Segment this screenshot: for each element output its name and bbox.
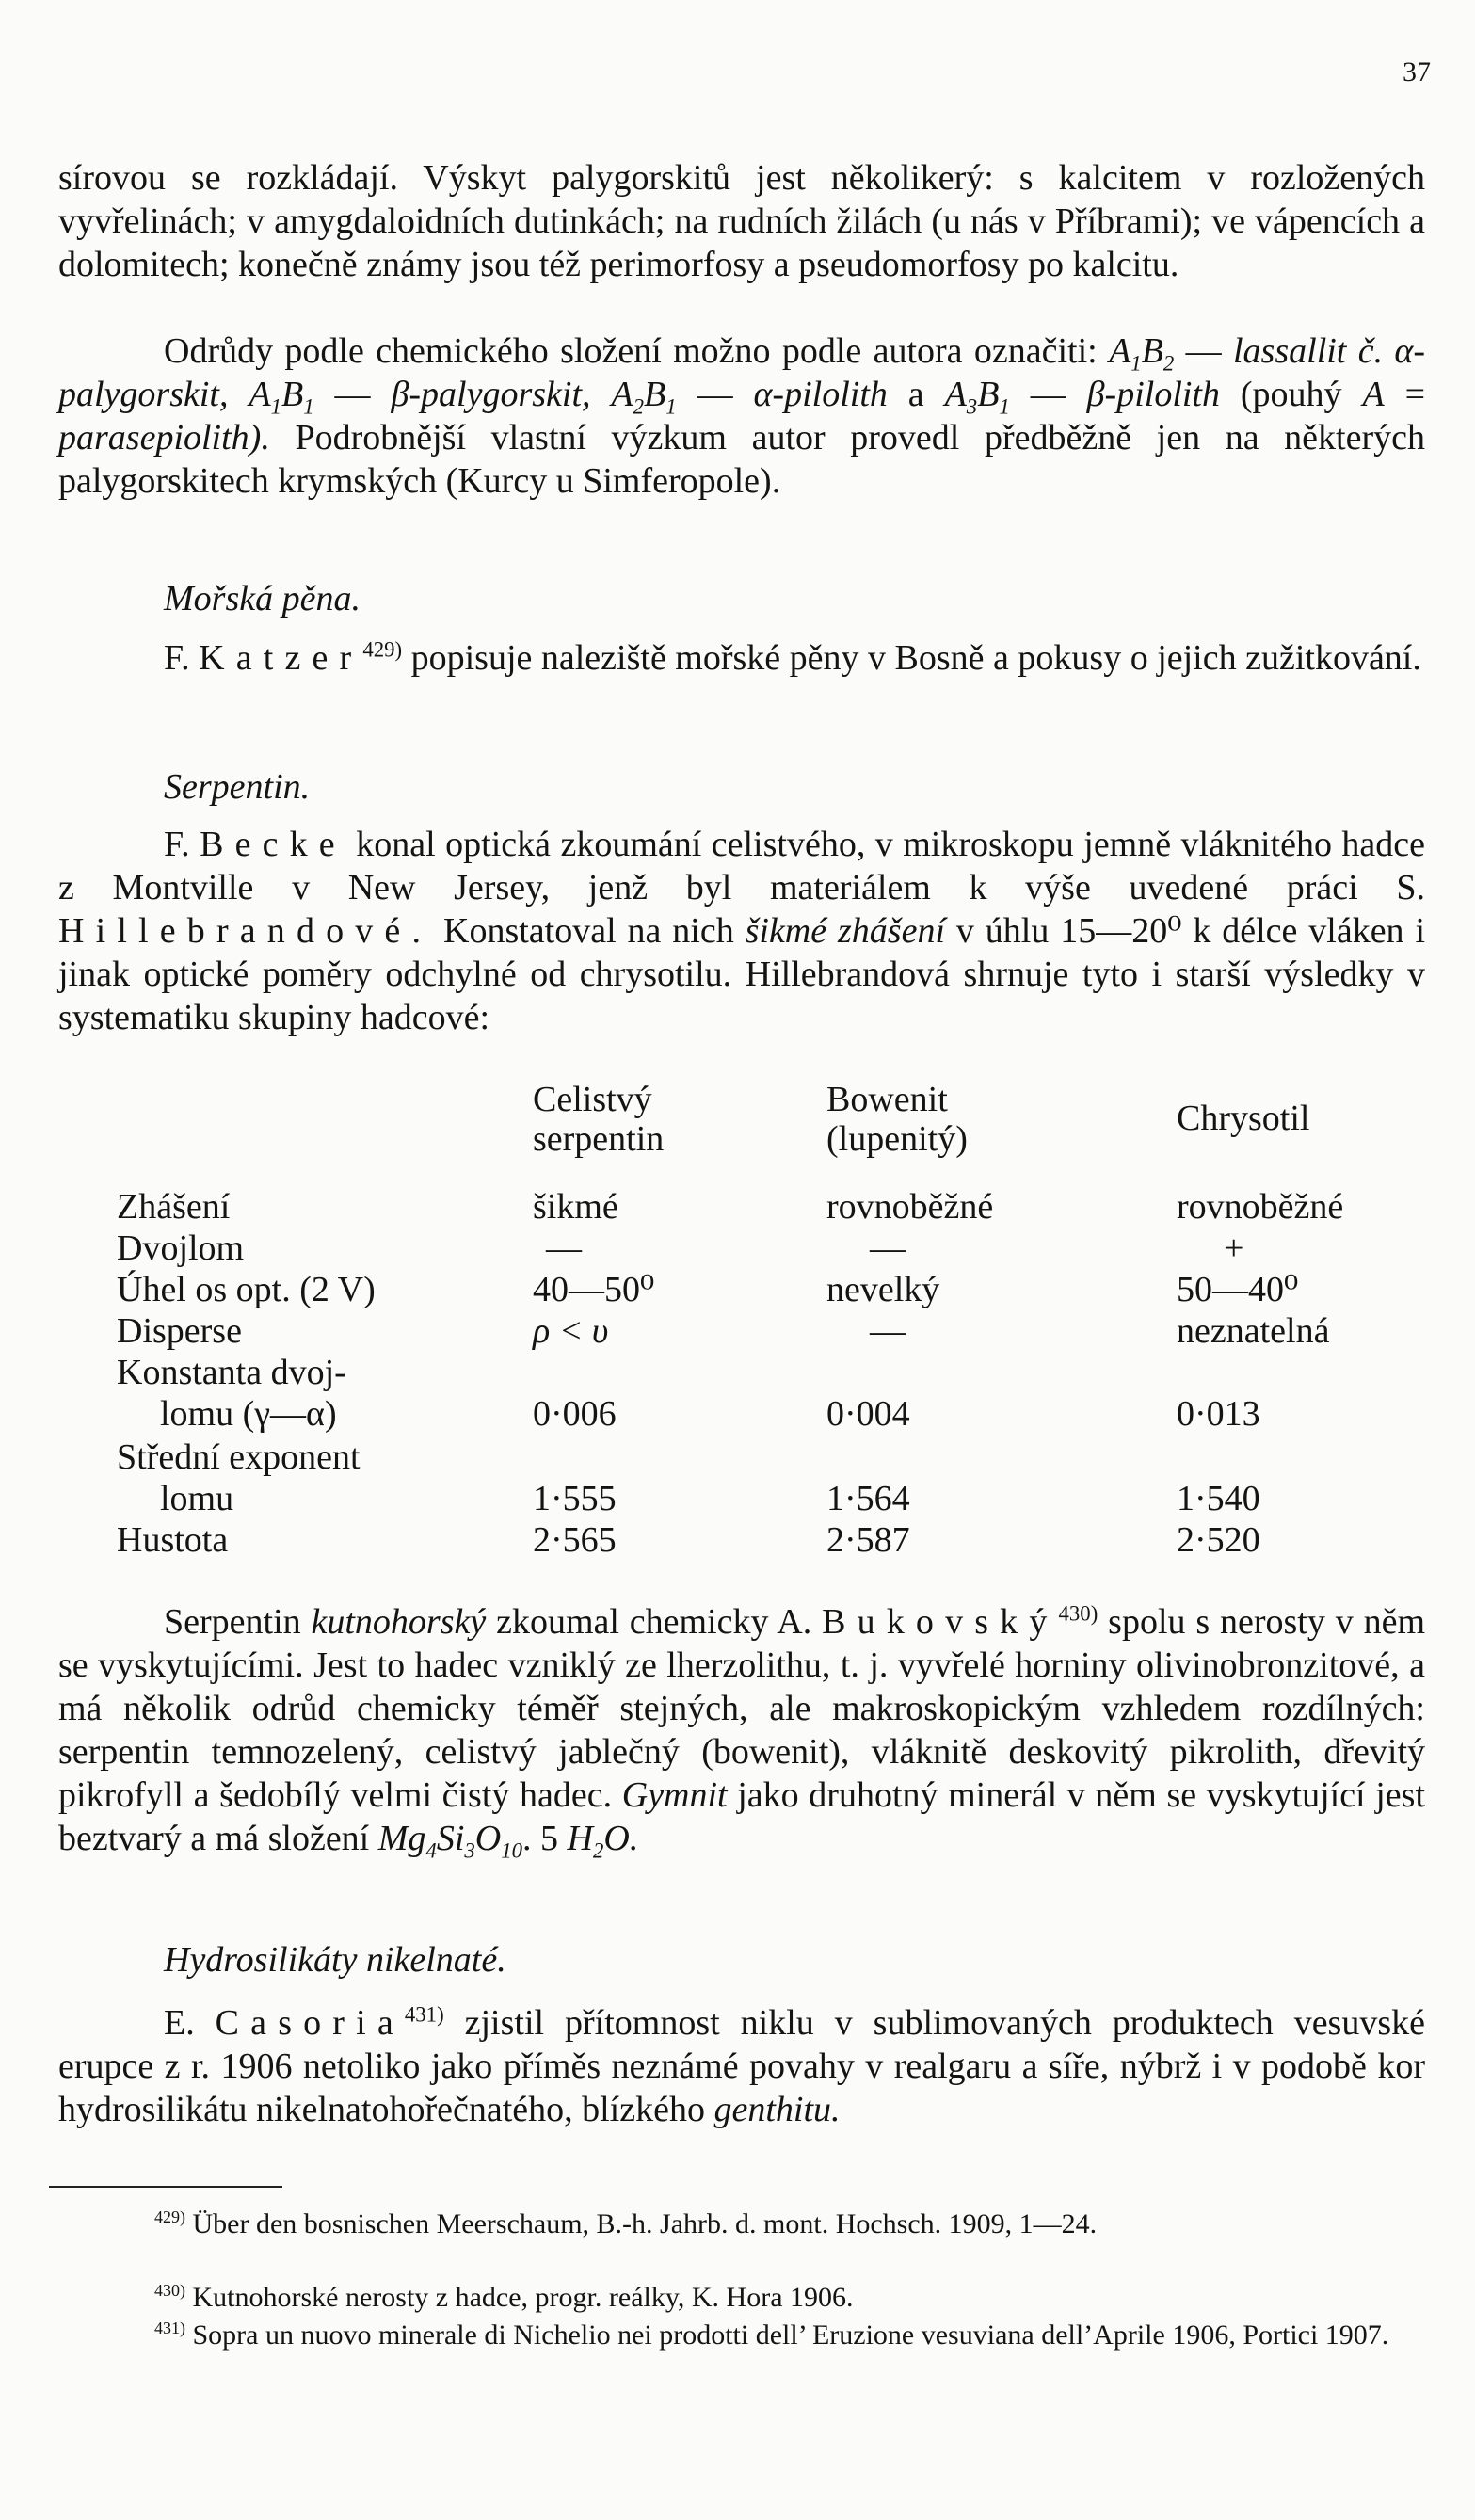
table-cell: 0·004 [826, 1394, 910, 1434]
author-becke: Becke [200, 825, 346, 864]
italic-term-gymnit: Gymnit [621, 1775, 728, 1815]
formula-a3b1: $A_3B_1$ [944, 375, 1010, 419]
formula-a2b1: $A_2B_1$ [611, 375, 677, 419]
row-label: Úhel os opt. (2 V) [117, 1270, 376, 1309]
table-cell: 2·565 [533, 1520, 617, 1560]
paragraph-text: v úhlu 15—20⁰ k délce vláken i jinak optické poměry odchylné od chrysotilu. Hillebrandová shrnuje tyto i starší výsledky v systematiku skupiny hadcové: [58, 911, 1425, 1037]
author-casoria: Casoria [215, 2003, 405, 2043]
conjunction: a [907, 375, 924, 414]
footnote-ref-431: 431) [404, 2002, 444, 2027]
row-label-2: lomu (γ—α) [160, 1394, 337, 1434]
row-label: Střední exponent [117, 1437, 361, 1477]
row-label-2: lomu [160, 1479, 234, 1518]
paragraph-varieties: Odrůdy podle chemického složení možno podle autora označiti: $A_1B_2$ — lassallit č. α-palygorskit, $A_1B_1$ — β-palygorskit, $A_2B_1$ — α-pilolith a $A_3B_1$ — β-pilolith (pouhý A = parasepiolith). Podrobnější vlastní výzkum autor provedl předběžně jen na některých palygorskitech krymských (Kurcy u Simferopole). [58, 331, 1426, 501]
paragraph-kutnohorsky [58, 1600, 1426, 1863]
heading-serpentin: Serpentin. [164, 767, 311, 807]
footnote-431 [49, 2318, 1429, 2353]
table-cell: šikmé [533, 1187, 618, 1227]
table-cell: ρ < υ [533, 1311, 609, 1351]
table-cell: — [870, 1311, 906, 1351]
table-cell: — [546, 1228, 582, 1268]
table-cell: neznatelná [1177, 1311, 1330, 1351]
author-initial: F. [164, 825, 190, 864]
paragraph-text: sírovou se rozkládají. Výskyt palygorskitů jest několikerý: s kalcitem v rozložených vyvřelinách; v amygdaloidních dutinkách; na rudních žilách (u nás v Příbrami); ve vápencích a dolomitech; konečně známy jsou též perimorfosy a pseudomorfosy po kalcitu. [58, 158, 1425, 284]
variety-lassallit: lassallit č. α-palygorskit, [58, 331, 1426, 414]
varieties-rest: Podrobnější vlastní výzkum autor provedl předběžně jen na některých palygorskitech krymských (Kurcy u Simferopole). [58, 418, 1425, 501]
footnote-text: Kutnohorské nerosty z hadce, progr. reálky, K. Hora 1906. [192, 2282, 854, 2313]
footnote-number: 431) [154, 2319, 185, 2337]
italic-term: kutnohorský [311, 1602, 487, 1642]
table-cell: 2·520 [1177, 1520, 1260, 1560]
col-header-chrysotil: Chrysotil [1177, 1099, 1310, 1138]
table-cell: 0·013 [1177, 1394, 1260, 1434]
author-katzer: Katzer [199, 638, 363, 678]
table-cell: + [1224, 1228, 1244, 1268]
footnote-429 [49, 2207, 1429, 2242]
table-cell: 1·540 [1177, 1479, 1260, 1518]
author-bukovsky: Bukovský [822, 1602, 1059, 1642]
italic-term: šikmé zhášení [745, 911, 945, 951]
paragraph-palygorskit-occurrence [58, 156, 1425, 286]
italic-term-genthit: genthitu. [713, 2090, 841, 2129]
row-label: Disperse [117, 1311, 242, 1351]
paragraph-text: zkoumal chemicky A. [496, 1602, 812, 1642]
footnote-rule [49, 2186, 282, 2188]
col-header-celistvy: Celistvý [533, 1080, 652, 1119]
varieties-intro: Odrůdy podle chemického složení možno podle autora označiti: [164, 331, 1098, 371]
author-hillebrandova: Hillebrandové. [58, 911, 433, 951]
page-number: 37 [1403, 56, 1431, 88]
pouhy-text: (pouhý [1240, 375, 1342, 414]
table-cell: rovnoběžné [826, 1187, 994, 1227]
heading-morska-pena: Mořská pěna. [164, 579, 361, 618]
footnote-number: 430) [154, 2281, 185, 2300]
variety-beta-pilolith: β-pilolith [1086, 375, 1220, 414]
row-label: Hustota [117, 1520, 229, 1560]
table-cell: 40—50⁰ [533, 1270, 655, 1309]
row-label: Zhášení [117, 1187, 231, 1227]
variety-beta-palygorskit: β-palygorskit, [391, 375, 591, 414]
paragraph-text: Konstatoval na nich [443, 911, 734, 951]
paragraph-text: zjistil přítomnost niklu v sublimovaných produktech vesuvské erupce z r. 1906 netoliko jako příměs neznámé povahy v realgaru a síře, nýbrž i v podobě kor hydrosilikátu nikelnatohořečnatého, blízkého [58, 2003, 1425, 2129]
footnote-number: 429) [154, 2207, 185, 2226]
table-cell: 1·555 [533, 1479, 617, 1518]
paragraph-serpentin [58, 823, 1425, 1039]
col-header-celistvy-2: serpentin [533, 1119, 665, 1159]
variety-alpha-pilolith: α-pilolith [753, 375, 888, 414]
row-label: Dvojlom [117, 1228, 245, 1268]
table-cell: 2·587 [826, 1520, 910, 1560]
table-cell: 0·006 [533, 1394, 617, 1434]
variety-parasepiolith: parasepiolith). [58, 418, 270, 457]
col-header-bowenit: Bowenit [826, 1080, 948, 1119]
formula-a1b1: $A_1B_1$ [249, 375, 314, 419]
formula-separator: . 5 [522, 1819, 559, 1858]
table-cell: nevelký [826, 1270, 940, 1309]
row-label: Konstanta dvoj- [117, 1353, 346, 1392]
paragraph-hydrosilikaty [58, 2001, 1425, 2131]
paragraph-text: Serpentin [164, 1602, 301, 1642]
author-initial: F. [164, 638, 190, 678]
col-header-bowenit-2: (lupenitý) [826, 1119, 968, 1159]
table-cell: 50—40⁰ [1177, 1270, 1299, 1309]
table-cell: rovnoběžné [1177, 1187, 1344, 1227]
author-initial: E. [164, 2003, 195, 2043]
footnote-ref-430: 430) [1058, 1601, 1098, 1626]
formula-a: A [1362, 375, 1385, 414]
formula-mg4si3o10: $Mg_4Si_3O_{10}$ [377, 1819, 523, 1863]
table-cell: — [870, 1228, 906, 1268]
paragraph-text: spolu s nerosty v něm se vyskytujícími. Jest to hadec vzniklý ze lherzolithu, t. j. vyvřelé horniny olivinobronzitové, a má několik odrůd chemicky téměř stejných, ale makroskopickým vzhledem rozdílných: serpentin temnozelený, celistvý jablečný (bowenit), vláknitě deskovitý pikrolith, dřevitý pikrofyll a šedobílý velmi čistý hadec. [58, 1602, 1425, 1815]
paragraph-text: popisuje naleziště mořské pěny v Bosně a pokusy o jejich zužitkování. [410, 638, 1421, 678]
footnote-ref-429: 429) [362, 637, 403, 662]
formula-a1b2: $A_1B_2$ [1109, 331, 1175, 376]
footnote-430 [49, 2280, 1429, 2316]
footnote-text: Sopra un nuovo minerale di Nichelio nei prodotti dell’ Eruzione vesuviana dell’Aprile 1906, Portici 1907. [192, 2319, 1389, 2351]
paragraph-morska-pena [58, 636, 1425, 680]
table-cell: 1·564 [826, 1479, 910, 1518]
paragraph-text: jako druhotný minerál v něm se vyskytující jest beztvarý a má složení [58, 1775, 1426, 1858]
formula-h2o: $H_2O$. [567, 1819, 639, 1863]
paragraph-text: konal optická zkoumání celistvého, v mikroskopu jemně vláknitého hadce z Montville v New Jersey, jenž byl materiálem k výše uvedené práci S. [58, 825, 1426, 907]
heading-hydrosilikaty: Hydrosilikáty nikelnaté. [164, 1940, 506, 1980]
footnote-text: Über den bosnischen Meerschaum, B.-h. Jahrb. d. mont. Hochsch. 1909, 1—24. [192, 2208, 1098, 2239]
